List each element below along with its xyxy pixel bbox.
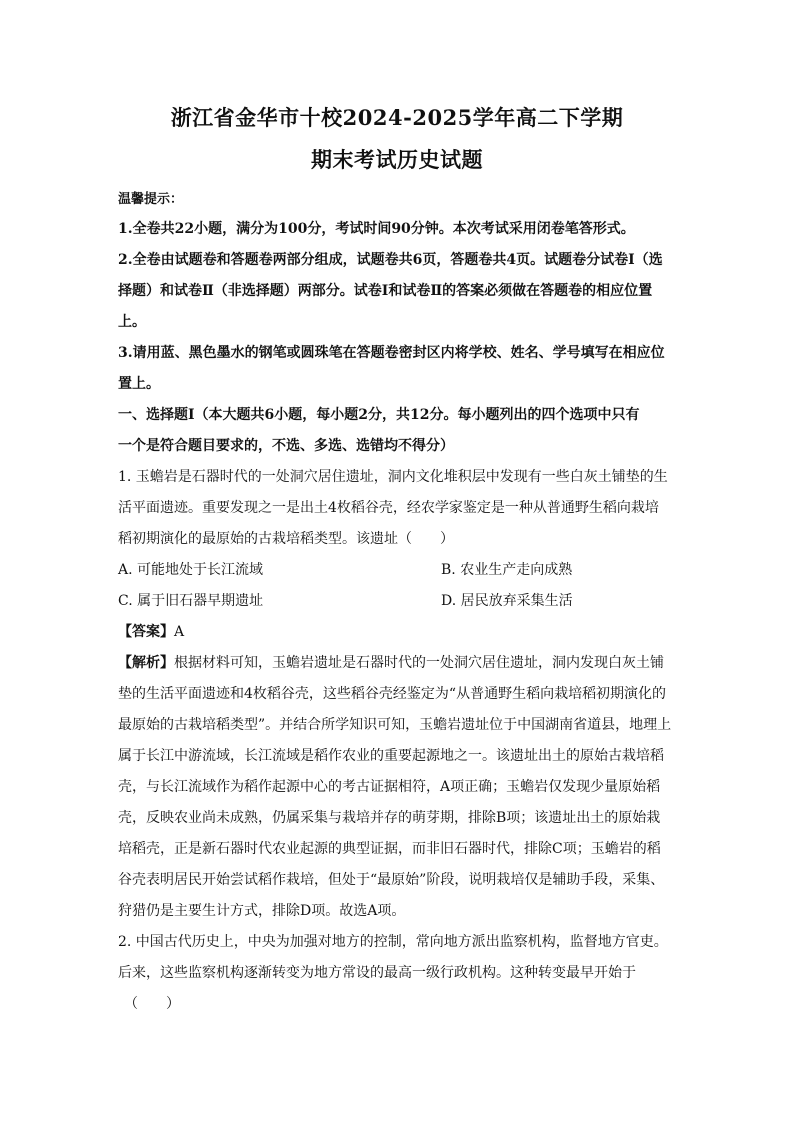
answer-line [118,617,676,648]
analysis-text: 根据材料可知，玉蟾岩遗址是石器时代的一处洞穴居住遗址，洞内发现白灰土铺 [174,655,664,671]
notice-heading: 温馨提示： [118,192,184,207]
question-stem-line: 稻初期演化的最原始的古栽培稻类型。该遗址（ ） [118,531,454,547]
section-heading [118,400,676,462]
question-stem-line: 2. 中国古代历史上，中央为加强对地方的控制，常向地方派出监察机构，监督地方官吏。 [118,934,668,950]
analysis-line: 垫的生活平面遗迹和4枚稻谷壳，这些稻谷壳经鉴定为“从普通野生稻向栽培稻初期演化的 [118,686,667,702]
notice-line: 3.请用蓝、黑色墨水的钢笔或圆珠笔在答题卷密封区内将学校、姓名、学号填写在相应位 [118,345,665,361]
option-a: A. 可能地处于长江流域 [118,562,264,578]
question-1-options [118,555,676,617]
notice-line: 上。 [118,314,146,330]
analysis-line: 狩猎仍是主要生计方式，排除D项。故选A项。 [118,903,406,919]
analysis-line [118,648,676,679]
analysis-tag: 【解析】 [118,655,174,671]
question-stem-line: 活平面遗迹。重要发现之一是出土4枚稻谷壳，经农学家鉴定是一种从普通野生稻向栽培 [118,500,659,516]
question-2 [118,927,676,1020]
notice-items [118,214,676,400]
notice-line: 2.全卷由试题卷和答题卷两部分组成，试题卷共6页，答题卷共4页。试题卷分试卷Ⅰ（选 [118,252,663,268]
notice-line: 1.全卷共22小题，满分为100分，考试时间90分钟。本次考试采用闭卷笔答形式。 [118,221,635,237]
section-heading-line: 一、选择题Ⅰ（本大题共6小题，每小题2分，共12分。每小题列出的四个选项中只有 [118,407,640,423]
exam-title-line1: 浙江省金华市十校2024-2025学年高二下学期 [170,105,624,130]
notice-line: 择题）和试卷Ⅱ（非选择题）两部分。试卷Ⅰ和试卷Ⅱ的答案必须做在答题卷的相应位置 [118,283,653,299]
analysis-line: 壳，反映农业尚未成熟，仍属采集与栽培并存的萌芽期，排除B项；该遗址出土的原始栽 [118,810,661,826]
answer-tag: 【答案】 [118,624,174,640]
analysis-line: 培稻壳，正是新石器时代农业起源的典型证据，而非旧石器时代，排除C项；玉蟾岩的稻 [118,841,661,857]
option-d: D. 居民放弃采集生活 [441,593,573,609]
question-stem-line: 后来，这些监察机构逐渐转变为地方常设的最高一级行政机构。这种转变最早开始于 [118,965,636,981]
question-stem-line: （ ） [124,996,180,1012]
analysis-line: 属于长江中游流域，长江流域是稻作农业的重要起源地之一。该遗址出土的原始古栽培稻 [118,748,664,764]
option-c: C. 属于旧石器早期遗址 [118,593,264,609]
analysis-line: 最原始的古栽培稻类型”。并结合所学知识可知，玉蟾岩遗址位于中国湖南省道县，地理上 [118,717,672,733]
analysis-line: 谷壳表明居民开始尝试稻作栽培，但处于“最原始”阶段，说明栽培仅是辅助手段，采集、 [118,872,665,888]
analysis-line: 壳，与长江流域作为稻作起源中心的考古证据相符，A项正确；玉蟾岩仅发现少量原始稻 [118,779,661,795]
section-heading-line: 一个是符合题目要求的，不选、多选、选错均不得分） [118,438,454,454]
answer-value: A [174,624,185,640]
question-1 [118,462,676,927]
exam-title-line2: 期末考试历史试题 [311,147,483,172]
option-b: B. 农业生产走向成熟 [441,562,573,578]
question-stem-line: 1. 玉蟾岩是石器时代的一处洞穴居住遗址，洞内文化堆积层中发现有一些白灰土铺垫的生 [118,469,668,485]
notice-line: 置上。 [118,376,160,392]
